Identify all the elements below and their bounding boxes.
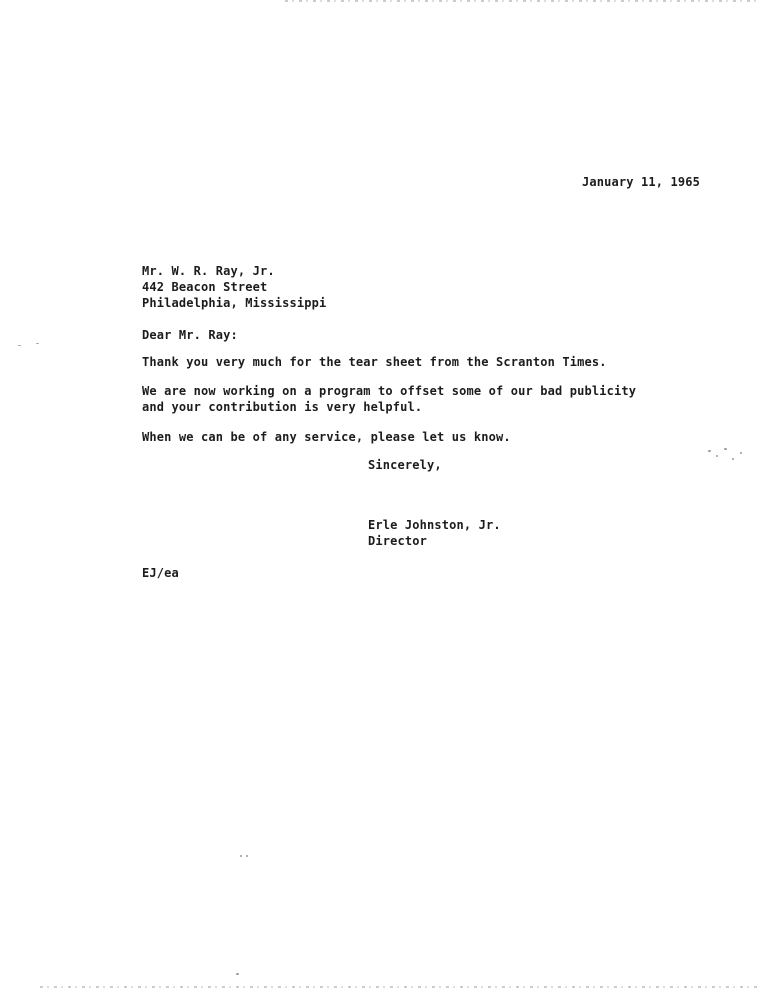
signer-title: Director — [368, 534, 427, 548]
salutation: Dear Mr. Ray: — [142, 328, 238, 342]
scan-speck — [236, 973, 239, 975]
letter-date: January 11, 1965 — [582, 175, 700, 189]
closing: Sincerely, — [368, 458, 442, 472]
signer-name: Erle Johnston, Jr. — [368, 518, 501, 532]
recipient-name: Mr. W. R. Ray, Jr. — [142, 264, 275, 278]
scan-speck — [18, 345, 21, 346]
recipient-city-state: Philadelphia, Mississippi — [142, 296, 327, 310]
scan-speck — [716, 455, 718, 457]
body-paragraph-1: Thank you very much for the tear sheet from the Scranton Times. — [142, 355, 607, 369]
scan-speck — [732, 458, 734, 460]
recipient-street: 442 Beacon Street — [142, 280, 268, 294]
body-paragraph-2-line-1: We are now working on a program to offset some of our bad publicity — [142, 384, 637, 398]
body-paragraph-3: When we can be of any service, please let us know. — [142, 430, 511, 444]
scan-speck — [724, 448, 727, 450]
top-edge-scan-noise — [285, 0, 760, 2]
scan-speck — [36, 343, 39, 344]
scan-speck — [246, 855, 248, 857]
body-paragraph-2-line-2: and your contribution is very helpful. — [142, 400, 423, 414]
scan-speck — [240, 855, 242, 857]
scan-speck — [740, 452, 742, 454]
bottom-edge-scan-noise — [40, 986, 760, 988]
scan-speck — [708, 450, 711, 452]
reference-initials: EJ/ea — [142, 566, 179, 580]
